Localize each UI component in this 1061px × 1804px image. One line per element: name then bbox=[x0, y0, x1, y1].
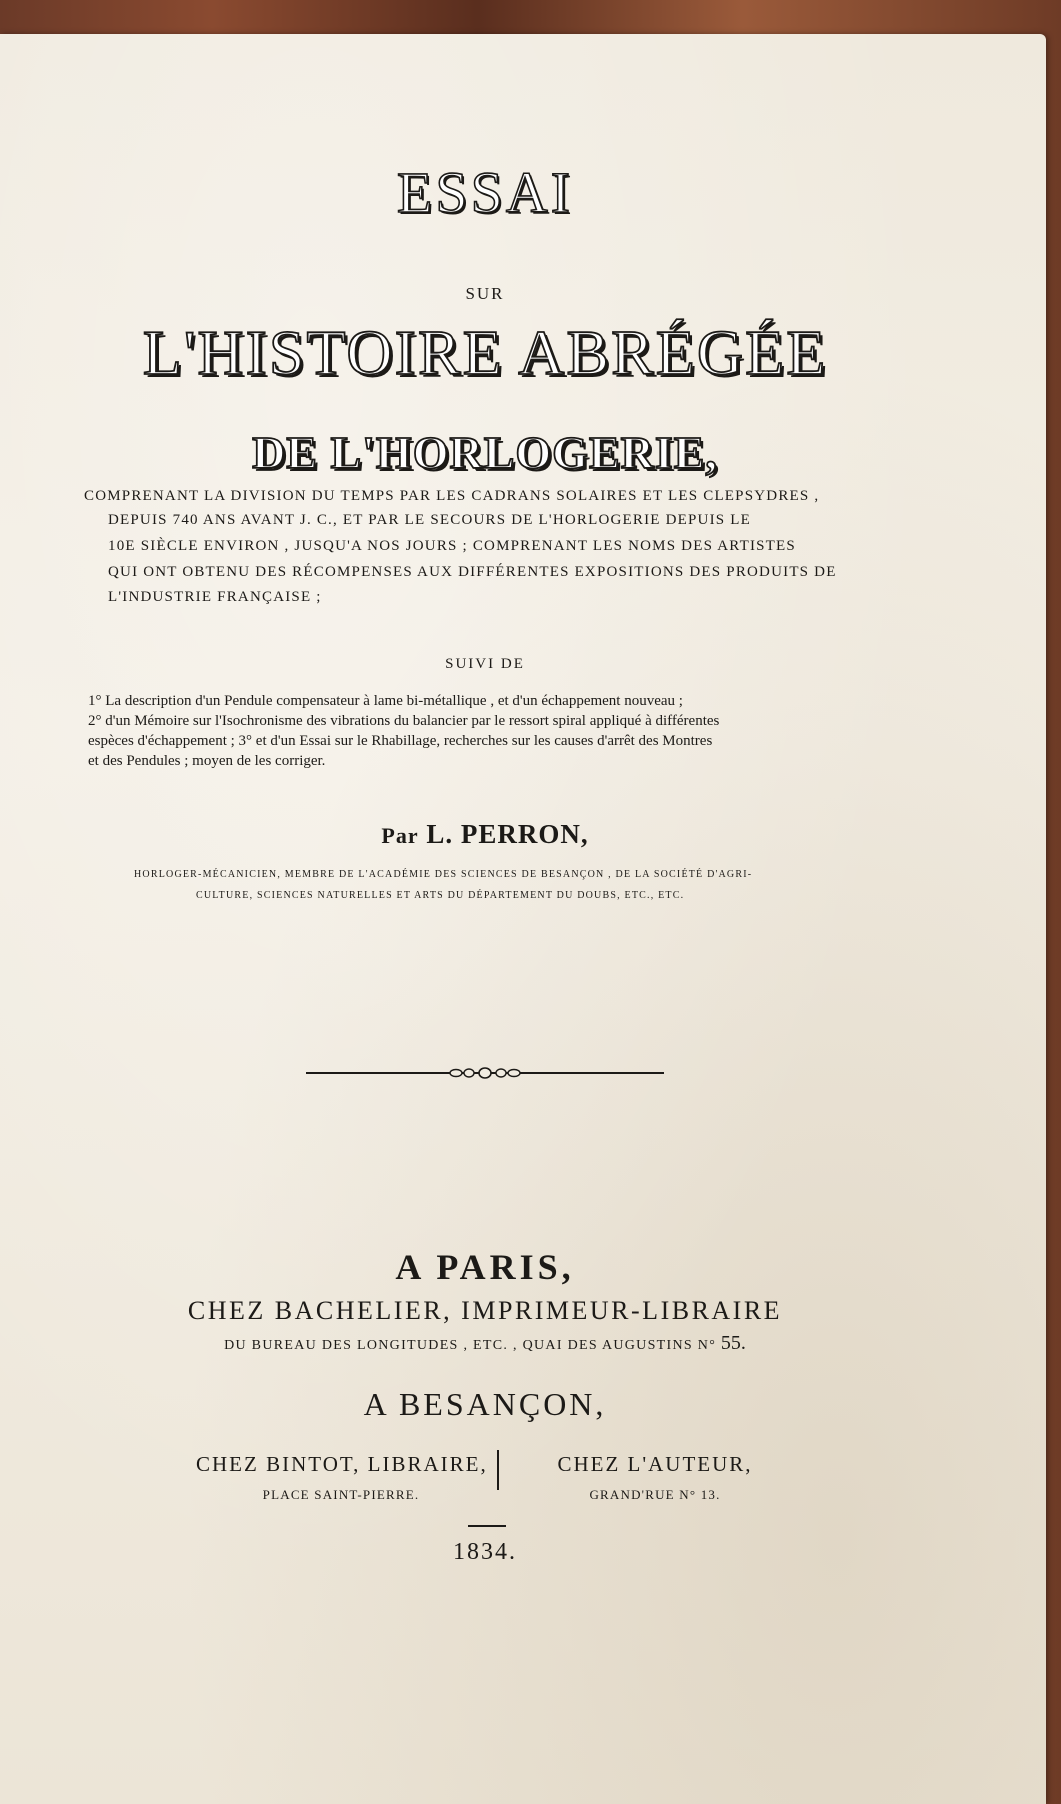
contents-line: et des Pendules ; moyen de les corriger. bbox=[88, 753, 326, 769]
publication-year: 1834. bbox=[453, 1539, 517, 1565]
imprint-bureau-number: 55. bbox=[720, 1332, 746, 1354]
title-sur: SUR bbox=[465, 284, 505, 303]
imprint-besancon: A BESANÇON, bbox=[363, 1386, 607, 1422]
imprint-bintot-address: PLACE SAINT-PIERRE. bbox=[262, 1487, 420, 1502]
imprint-bureau-text: DU BUREAU DES LONGITUDES , ETC. , QUAI DES AUGUSTINS N° bbox=[224, 1338, 717, 1353]
imprint-paris: A PARIS, bbox=[395, 1247, 575, 1287]
short-rule bbox=[468, 1525, 506, 1527]
imprint-right-column bbox=[528, 1452, 782, 1503]
contents-line: 2° d'un Mémoire sur l'Isochronisme des vibrations du balancier par le ressort spiral appliqué à différentes bbox=[88, 713, 720, 729]
author-line bbox=[0, 819, 970, 850]
description-line: 10E SIÈCLE ENVIRON , JUSQU'A NOS JOURS ; COMPRENANT LES NOMS DES ARTISTES bbox=[108, 538, 796, 554]
author-name: L. PERRON, bbox=[426, 819, 589, 849]
author-credentials-line: CULTURE, SCIENCES NATURELLES ET ARTS DU DÉPARTEMENT DU DOUBS, ETC., ETC. bbox=[196, 890, 685, 901]
description-line: QUI ONT OBTENU DES RÉCOMPENSES AUX DIFFÉRENTES EXPOSITIONS DES PRODUITS DE bbox=[108, 564, 837, 580]
title-essai: ESSAI bbox=[396, 160, 574, 225]
description-line: DEPUIS 740 ANS AVANT J. C., ET PAR LE SECOURS DE L'HORLOGERIE DEPUIS LE bbox=[108, 512, 751, 528]
column-divider bbox=[497, 1450, 499, 1490]
title-histoire: L'HISTOIRE ABRÉGÉE bbox=[142, 317, 828, 388]
suivi-de: SUIVI DE bbox=[445, 656, 525, 672]
contents-line: 1° La description d'un Pendule compensateur à lame bi-métallique , et d'un échappement nouveau ; bbox=[88, 693, 683, 709]
ornamental-rule-icon bbox=[306, 1064, 664, 1082]
title-page bbox=[0, 34, 1046, 1804]
description-line: L'INDUSTRIE FRANÇAISE ; bbox=[108, 589, 322, 605]
imprint-left-column bbox=[196, 1452, 486, 1503]
title-horlogerie: DE L'HORLOGERIE, bbox=[252, 427, 718, 478]
author-credentials-line: HORLOGER-MÉCANICIEN, MEMBRE DE L'ACADÉMIE DES SCIENCES DE BESANÇON , DE LA SOCIÉTÉ D'AGRI- bbox=[134, 869, 753, 880]
imprint-bureau bbox=[0, 1332, 970, 1355]
imprint-auteur-address: GRAND'RUE N° 13. bbox=[589, 1487, 721, 1502]
imprint-bachelier: CHEZ BACHELIER, IMPRIMEUR-LIBRAIRE bbox=[187, 1296, 783, 1325]
imprint-bintot: CHEZ BINTOT, LIBRAIRE, bbox=[196, 1452, 488, 1476]
description-line: COMPRENANT LA DIVISION DU TEMPS PAR LES CADRANS SOLAIRES ET LES CLEPSYDRES , bbox=[84, 488, 820, 504]
imprint-auteur: CHEZ L'AUTEUR, bbox=[557, 1452, 753, 1476]
contents-line: espèces d'échappement ; 3° et d'un Essai sur le Rhabillage, recherches sur les causes d'arrêt des Montres bbox=[88, 733, 713, 749]
author-prefix: Par bbox=[381, 823, 419, 848]
